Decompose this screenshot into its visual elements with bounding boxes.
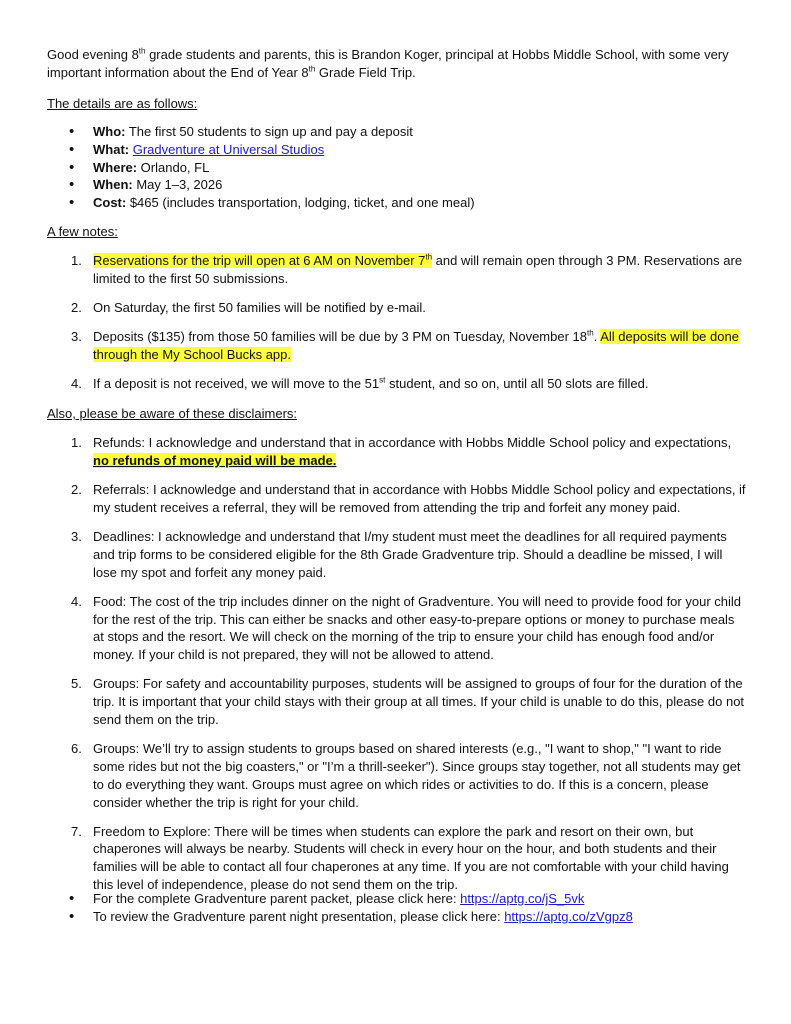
detail-when: • When: May 1–3, 2026 bbox=[47, 176, 747, 194]
resource-links bbox=[47, 890, 747, 926]
detail-who: • Who: The first 50 students to sign up and pay a deposit bbox=[47, 123, 747, 141]
disclaimer-refunds: 1. Refunds: I acknowledge and understand that in accordance with Hobbs Middle School policy and expectations, no refunds of money paid will be made. bbox=[71, 435, 732, 468]
disclaimer-groups-safety: 5. Groups: For safety and accountability purposes, students will be assigned to groups of four for the duration of the trip. It is important that your child stays with their group at all times. If your child is unable to do this, please do not send them on the trip. bbox=[71, 676, 745, 727]
notes-heading: A few notes: bbox=[47, 224, 118, 239]
disclaimer-groups-interests: 6. Groups: We’ll try to assign students to groups based on shared interests (e.g., "I want to shop," "I want to ride some rides but not the big coasters," or "I’m a thrill-seeker"). Since groups stay together, not all students may get to do everything they want. Groups must agree on which rides or activities to do. If this is a concern, please consider whether the trip is right for your child. bbox=[71, 741, 741, 810]
detail-what: • What: Gradventure at Universal Studios bbox=[47, 141, 747, 159]
detail-where: • Where: Orlando, FL bbox=[47, 159, 747, 177]
note-item: 1. Reservations for the trip will open at 6 AM on November 7th and will remain open through 3 PM. Reservations are limited to the first 50 submissions. bbox=[71, 252, 743, 286]
presentation-item: • To review the Gradventure parent night presentation, please click here: https://aptg.co/zVgpz8 bbox=[47, 908, 747, 926]
gradventure-link[interactable]: Gradventure at Universal Studios bbox=[132, 141, 325, 157]
intro-paragraph: Good evening 8th grade students and parents, this is Brandon Koger, principal at Hobbs Middle School, with some very important information about the End of Year 8th Grade Field Trip. bbox=[47, 46, 729, 80]
parent-packet-item: • For the complete Gradventure parent packet, please click here: https://aptg.co/jS_5vk bbox=[47, 890, 747, 908]
parent-packet-link[interactable]: https://aptg.co/jS_5vk bbox=[460, 891, 585, 906]
note-item: 4. If a deposit is not received, we will move to the 51st student, and so on, until all 50 slots are filled. bbox=[71, 375, 649, 392]
disclaimer-freedom: 7. Freedom to Explore: There will be times when students can explore the park and resort on their own, but chaperones will always be nearby. Students will check in every hour on the hour, and both students and their families will be able to contact all four chaperones at any time. If you are not comfortable with your child having this level of independence, please do not send them on the trip. bbox=[71, 823, 729, 893]
disclaimers-list bbox=[47, 434, 747, 905]
details-heading: The details are as follows: bbox=[47, 96, 198, 111]
presentation-link[interactable]: https://aptg.co/zVgpz8 bbox=[504, 908, 633, 924]
detail-cost: • Cost: $465 (includes transportation, lodging, ticket, and one meal) bbox=[47, 194, 747, 212]
notes-list bbox=[47, 252, 747, 404]
note-item: 2. On Saturday, the first 50 families will be notified by e-mail. bbox=[71, 299, 426, 315]
details-list bbox=[47, 123, 747, 212]
disclaimers-heading: Also, please be aware of these disclaimers: bbox=[47, 406, 298, 421]
disclaimer-food: 4. Food: The cost of the trip includes dinner on the night of Gradventure. You will need to provide food for your child for the rest of the trip. This can either be snacks and other easy-to-prepare options or money to purchase meals at stops and the resort. We will check on the morning of the trip to ensure your child has enough food and/or money. If your child is not prepared, they will not be allowed to attend. bbox=[71, 593, 741, 663]
disclaimer-deadlines: 3. Deadlines: I acknowledge and understand that I/my student must meet the deadlines for all required payments and trip forms to be considered eligible for the 8th Grade Gradventure trip. Should a deadline be missed, I will lose my spot and forfeit any money paid. bbox=[71, 528, 727, 580]
note-item: 3. Deposits ($135) from those 50 families will be due by 3 PM on Tuesday, November 18th. All deposits will be done through the My School Bucks app. bbox=[71, 328, 739, 362]
disclaimer-referrals: 2. Referrals: I acknowledge and understand that in accordance with Hobbs Middle School policy and expectations, if my student receives a referral, they will be removed from attending the trip and forfeit any money paid. bbox=[71, 481, 746, 515]
